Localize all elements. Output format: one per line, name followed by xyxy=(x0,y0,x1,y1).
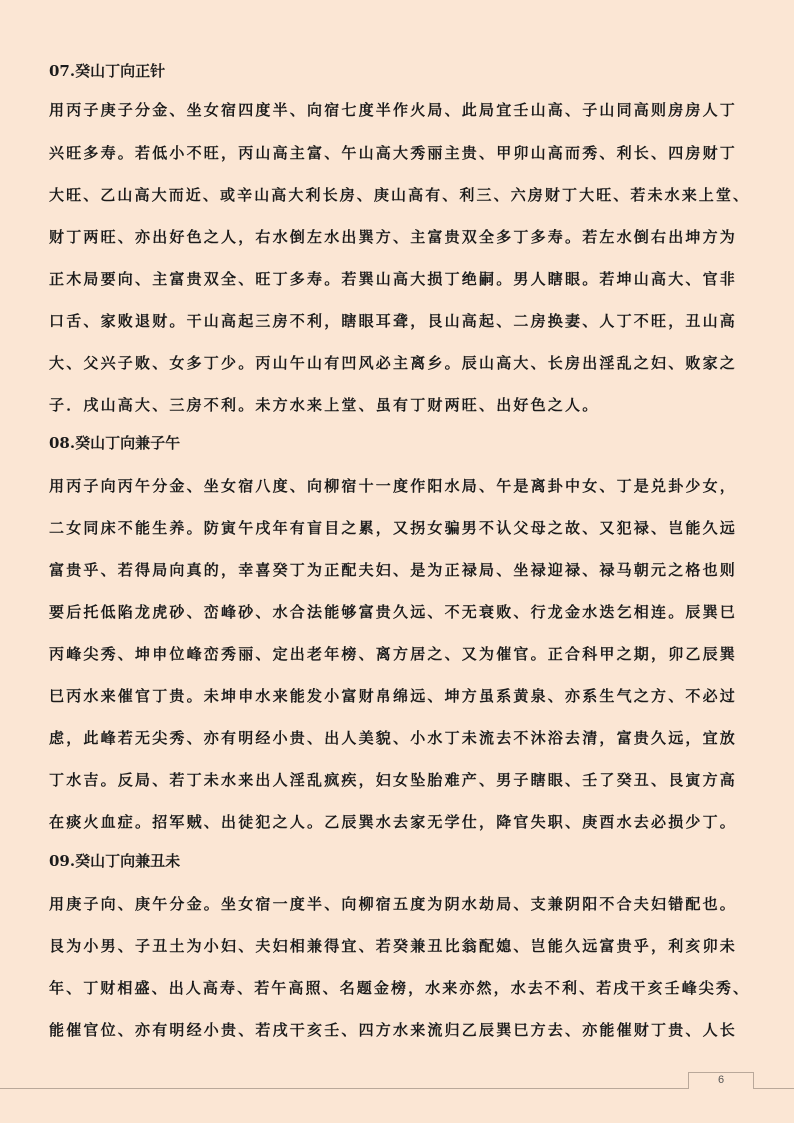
text-line: 财丁两旺、亦出好色之人，右水倒左水出巽方、主富贵双全多丁多寿。若左水倒右出坤方为 xyxy=(49,228,738,246)
text-line: 大旺、乙山高大而近、或辛山高大利长房、庚山高有、利三、六房财丁大旺、若未水来上堂、 xyxy=(49,186,751,204)
text-line: 艮为小男、子丑土为小妇、夫妇相兼得宜、若癸兼丑比翁配媳、岂能久远富贵乎，利亥卯未 xyxy=(49,937,738,955)
text-line: 大、父兴子败、女多丁少。丙山午山有凹风必主离乡。辰山高大、长房出淫乱之妇、败家之 xyxy=(49,354,738,372)
text-line: 用庚子向、庚午分金。坐女宿一度半、向柳宿五度为阴水劫局、支兼阴阳不合夫妇错配也。 xyxy=(49,895,738,913)
section-heading: 08.癸山丁向兼子午 xyxy=(49,434,181,452)
section-heading: 07.癸山丁向正针 xyxy=(49,62,166,80)
text-line: 要后托低陷龙虎砂、峦峰砂、水合法能够富贵久远、不无衰败、行龙金水迭乞相连。辰巽巳 xyxy=(49,603,738,621)
text-line: 丙峰尖秀、坤申位峰峦秀丽、定出老年榜、离方居之、又为催官。正合科甲之期，卯乙辰巽 xyxy=(49,645,738,663)
text-line: 口舌、家败退财。干山高起三房不利，瞎眼耳聋，艮山高起、二房换妻、人丁不旺，丑山高 xyxy=(49,312,738,330)
text-line: 年、丁财相盛、出人高寿、若午高照、名题金榜，水来亦然，水去不利、若戌干亥壬峰尖秀、 xyxy=(49,979,751,997)
text-line: 虑，此峰若无尖秀、亦有明经小贵、出人美貌、小水丁未流去不沐浴去清，富贵久远，宜放 xyxy=(49,729,738,747)
text-line: 能催官位、亦有明经小贵、若戌干亥壬、四方水来流归乙辰巽巳方去、亦能催财丁贵、人长 xyxy=(49,1021,738,1039)
text-line: 二女同床不能生养。防寅午戌年有盲目之累，又拐女骗男不认父母之故、又犯禄、岂能久远 xyxy=(49,519,738,537)
text-line: 用丙子庚子分金、坐女宿四度半、向宿七度半作火局、此局宜壬山高、子山同高则房房人丁 xyxy=(49,101,738,119)
text-line: 正木局要向、主富贵双全、旺丁多寿。若巽山高大损丁绝嗣。男人瞎眼。若坤山高大、官非 xyxy=(49,270,738,288)
text-line: 兴旺多寿。若低小不旺，丙山高主富、午山高大秀丽主贵、甲卯山高而秀、利长、四房财丁 xyxy=(49,144,738,162)
text-line: 巳丙水来催官丁贵。未坤申水来能发小富财帛绵远、坤方虽系黄泉、亦系生气之方、不必过 xyxy=(49,687,738,705)
section-heading: 09.癸山丁向兼丑未 xyxy=(49,852,181,870)
text-line: 用丙子向丙午分金、坐女宿八度、向柳宿十一度作阳水局、午是离卦中女、丁是兑卦少女， xyxy=(49,477,738,495)
page-number: 6 xyxy=(717,1074,725,1086)
text-line: 在痰火血症。招军贼、出徒犯之人。乙辰巽水去家无学仕，降官失职、庚酉水去必损少丁。 xyxy=(49,813,738,831)
text-line: 富贵乎、若得局向真的，幸喜癸丁为正配夫妇、是为正禄局、坐禄迎禄、禄马朝元之格也则 xyxy=(49,561,738,579)
page-number-tab xyxy=(688,1072,754,1089)
text-line: 丁水吉。反局、若丁未水来出人淫乱疯疾，妇女坠胎难产、男子瞎眼、壬了癸丑、艮寅方高 xyxy=(49,771,738,789)
footer-rule xyxy=(0,1088,794,1089)
text-line: 子．戌山高大、三房不利。未方水来上堂、虽有丁财两旺、出好色之人。 xyxy=(49,396,600,414)
